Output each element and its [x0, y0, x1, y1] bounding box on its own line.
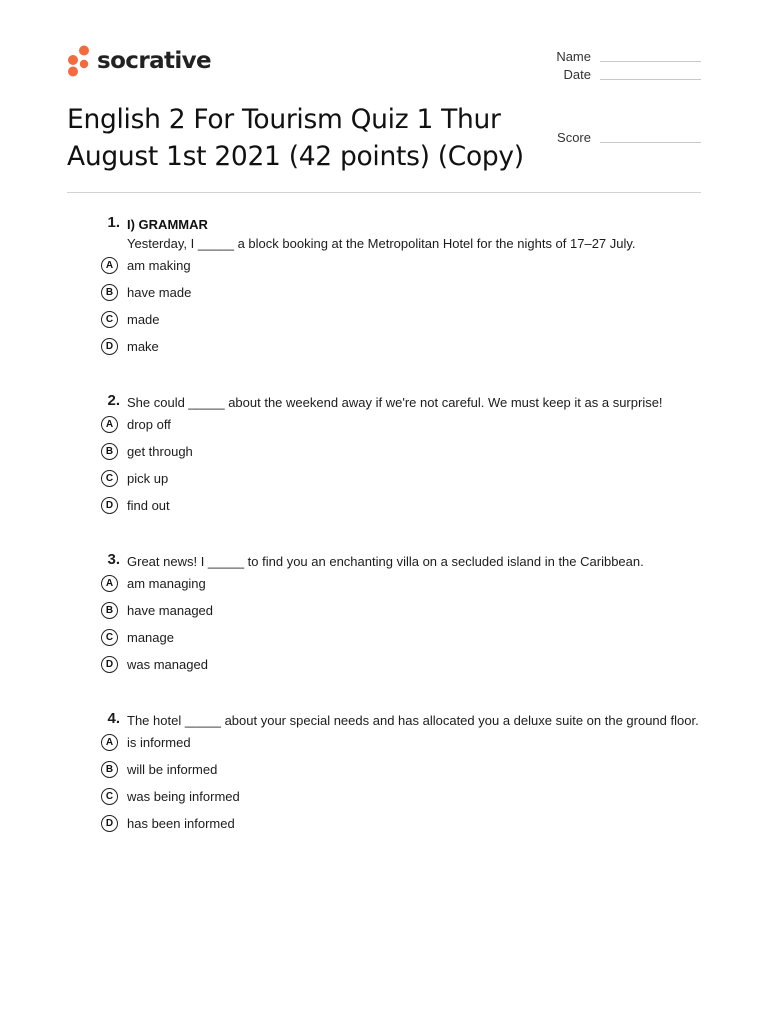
- question-1: [100, 215, 700, 365]
- option-letter-badge: D: [101, 815, 118, 832]
- option-letter-badge: C: [101, 629, 118, 646]
- option-d[interactable]: [100, 815, 700, 842]
- date-line: [600, 79, 701, 80]
- question-number: 3.: [107, 551, 120, 568]
- option-text: am making: [127, 258, 191, 273]
- quiz-title: [67, 101, 547, 175]
- option-letter-badge: B: [101, 602, 118, 619]
- option-text: have managed: [127, 603, 214, 618]
- option-text: will be informed: [127, 762, 218, 777]
- option-c[interactable]: [100, 629, 700, 656]
- option-letter-badge: B: [101, 761, 118, 778]
- question-text: The hotel _____ about your special needs and has allocated you a deluxe suite on the ground floor.: [127, 713, 699, 728]
- option-a[interactable]: [100, 734, 700, 761]
- question-2: [100, 393, 700, 524]
- option-b[interactable]: [100, 602, 700, 629]
- option-text: get through: [127, 444, 193, 459]
- quiz-title-line-1: English 2 For Tourism Quiz 1 Thur: [67, 104, 501, 135]
- option-text: was managed: [127, 657, 208, 672]
- option-letter-badge: A: [101, 257, 118, 274]
- option-letter-badge: B: [101, 443, 118, 460]
- option-b[interactable]: [100, 284, 700, 311]
- name-line: [600, 61, 701, 62]
- quiz-title-line-2: August 1st 2021 (42 points) (Copy): [67, 141, 524, 172]
- score-label: Score: [557, 130, 591, 145]
- score-line: [600, 142, 701, 143]
- option-letter-badge: C: [101, 788, 118, 805]
- option-letter-badge: C: [101, 311, 118, 328]
- option-text: manage: [127, 630, 174, 645]
- option-d[interactable]: [100, 338, 700, 365]
- question-text: She could _____ about the weekend away if we're not careful. We must keep it as a surprise!: [127, 395, 663, 410]
- option-list: [100, 734, 700, 842]
- logo-text: socrative: [97, 48, 212, 74]
- question-number: 1.: [107, 214, 120, 231]
- option-a[interactable]: [100, 575, 700, 602]
- question-number: 4.: [107, 710, 120, 727]
- question-text: Yesterday, I _____ a block booking at the Metropolitan Hotel for the nights of 17–27 July.: [127, 236, 636, 251]
- option-letter-badge: A: [101, 416, 118, 433]
- question-4: [100, 711, 700, 842]
- header-divider: [67, 192, 701, 193]
- option-letter-badge: C: [101, 470, 118, 487]
- option-text: drop off: [127, 417, 171, 432]
- option-list: [100, 575, 700, 683]
- question-text: Great news! I _____ to find you an enchanting villa on a secluded island in the Caribbean.: [127, 554, 644, 569]
- option-letter-badge: D: [101, 338, 118, 355]
- date-label: Date: [563, 67, 591, 82]
- option-text: am managing: [127, 576, 206, 591]
- socrative-logo-icon: [67, 45, 91, 77]
- option-list: [100, 257, 700, 365]
- option-letter-badge: D: [101, 497, 118, 514]
- option-text: has been informed: [127, 816, 235, 831]
- section-heading: I) GRAMMAR: [127, 217, 208, 232]
- option-d[interactable]: [100, 497, 700, 524]
- option-letter-badge: A: [101, 734, 118, 751]
- option-text: made: [127, 312, 160, 327]
- option-list: [100, 416, 700, 524]
- option-a[interactable]: [100, 416, 700, 443]
- option-b[interactable]: [100, 443, 700, 470]
- option-c[interactable]: [100, 311, 700, 338]
- option-text: make: [127, 339, 159, 354]
- option-letter-badge: D: [101, 656, 118, 673]
- option-text: find out: [127, 498, 170, 513]
- option-b[interactable]: [100, 761, 700, 788]
- option-c[interactable]: [100, 788, 700, 815]
- option-text: was being informed: [127, 789, 240, 804]
- option-text: pick up: [127, 471, 169, 486]
- option-text: is informed: [127, 735, 191, 750]
- question-number: 2.: [107, 392, 120, 409]
- option-c[interactable]: [100, 470, 700, 497]
- option-letter-badge: B: [101, 284, 118, 301]
- question-3: [100, 552, 700, 683]
- name-label: Name: [556, 49, 591, 64]
- option-a[interactable]: [100, 257, 700, 284]
- option-letter-badge: A: [101, 575, 118, 592]
- option-text: have made: [127, 285, 192, 300]
- option-d[interactable]: [100, 656, 700, 683]
- socrative-logo: [67, 45, 211, 77]
